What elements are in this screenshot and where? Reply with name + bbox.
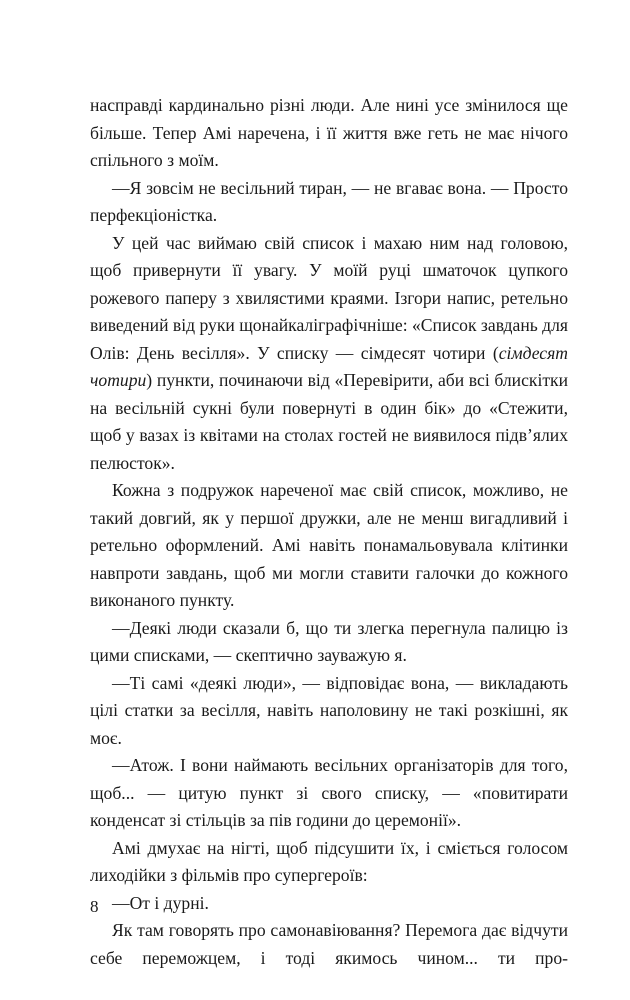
paragraph-1: насправді кардинально різні люди. Але нині усе змінилося ще більше. Тепер Амі наречена, і її життя вже геть не має нічого спільного з моїм. xyxy=(90,95,568,170)
paragraph-10: Як там говорять про самонавіювання? Перемога дає відчути себе переможцем, і тоді якимось чином... ти про- xyxy=(90,920,568,968)
paragraph-9: —От і дурні. xyxy=(112,892,209,913)
paragraph-3-part-1: У цей час виймаю свій список і махаю ним над головою, щоб привернути її увагу. У моїй руці шматочок цупкого рожевого паперу з хвилястими краями. Ізгори напис, ретельно виведений від руки щонайкаліграфічніше: «Список завдань для Олів: День весілля». У списку — сімдесят чотири ( xyxy=(90,232,568,363)
paragraph-8: Амі дмухає на нігті, щоб підсушити їх, і сміється голосом лиходійки з фільмів про супергероїв: xyxy=(90,837,568,885)
paragraph-6: —Ті самі «деякі люди», — відповідає вона, — викладають цілі статки за весілля, навіть наполовину не такі розкішні, як моє. xyxy=(90,672,568,748)
paragraph-2: —Я зовсім не весільний тиран, — не вгаває вона. — Просто перфекціоністка. xyxy=(90,177,568,225)
paragraph-3 xyxy=(90,230,568,478)
page-body xyxy=(90,92,568,972)
paragraph-5: —Деякі люди сказали б, що ти злегка перегнула палицю із цими списками, — скептично зауважую я. xyxy=(90,617,568,665)
paragraph-4: Кожна з подружок нареченої має свій список, можливо, не такий довгий, як у першої дружки, але не менш вигадливий і ретельно оформлений. Амі навіть понамальовувала клітинки навпроти завдань, щоб ми могли ставити галочки до кожного виконаного пункту. xyxy=(90,480,568,610)
paragraph-7: —Атож. І вони наймають весільних організаторів для того, щоб... — цитую пункт зі свого списку, — «повитирати конденсат зі стільців за пів години до церемонії». xyxy=(90,755,568,830)
page-number: 8 xyxy=(90,897,99,916)
paragraph-3-part-3: ) пункти, починаючи від «Перевірити, аби всі блискітки на весільній сукні були повернуті в один бік» до «Стежити, щоб у вазах із квітами на столах гостей не виявилося підв’ялих пелюсток». xyxy=(90,370,568,473)
paragraph-3-italic: сімдесят чотири xyxy=(90,342,568,390)
